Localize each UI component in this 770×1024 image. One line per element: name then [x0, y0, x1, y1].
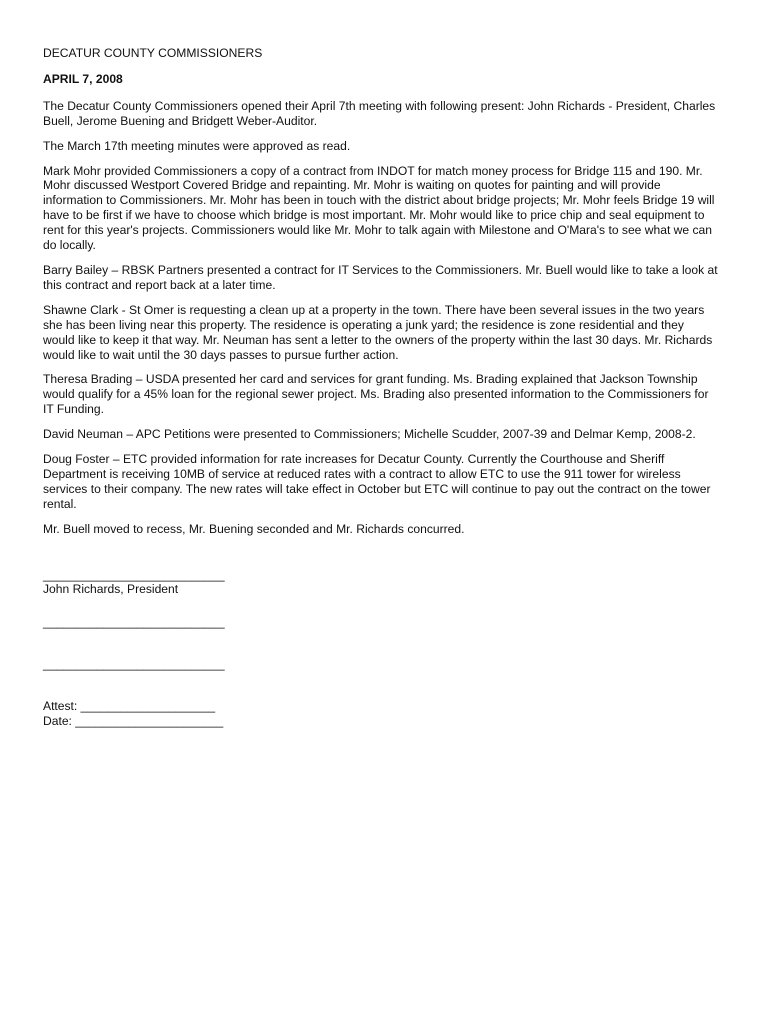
paragraph-theresa-brading: Theresa Brading – USDA presented her card and services for grant funding. Ms. Brading explained that Jackson Township would qualify for a 45% loan for the regional sewer project. Ms. Brading also presented information to the Commissioners for IT Funding. — [43, 372, 709, 417]
meeting-date: APRIL 7, 2008 — [43, 71, 123, 86]
paragraph-shawne-clark: Shawne Clark - St Omer is requesting a clean up at a property in the town. There have been several issues in the two years she has been living near this property. The residence is operating a junk yard; the residence is zone residential and they would like to keep it that way. Mr. Neuman has sent a letter to the owners of the property within the last 30 days. Mr. Richards would like to wait until the 30 days passes to pursue further action. — [43, 302, 713, 362]
attest-line: Attest: ____________________ — [43, 699, 216, 714]
paragraph-doug-foster: Doug Foster – ETC provided information for rate increases for Decatur County. Currently the Courthouse and Sheriff Department is receiving 10MB of service at reduced rates with a contract to allow ETC to use the 911 tower for wireless services to their company. The new rates will take effect in October but ETC will continue to pay out the contract on the tower rental. — [43, 452, 711, 511]
paragraph-david-neuman: David Neuman – APC Petitions were presented to Commissioners; Michelle Scudder, 2007-39 and Delmar Kemp, 2008-2. — [43, 427, 696, 442]
paragraph-minutes: The March 17th meeting minutes were approved as read. — [43, 138, 351, 153]
signature-line-second: ___________________________ — [43, 615, 225, 630]
paragraph-opening: The Decatur County Commissioners opened their April 7th meeting with following present: John Richards - President, Charles Buell, Jerome Buening and Bridgett Weber-Auditor. — [43, 98, 716, 128]
paragraph-recess: Mr. Buell moved to recess, Mr. Buening seconded and Mr. Richards concurred. — [43, 521, 465, 536]
signature-name-president: John Richards, President — [43, 582, 179, 597]
document-heading: DECATUR COUNTY COMMISSIONERS — [43, 46, 263, 60]
date-line: Date: ______________________ — [43, 714, 224, 729]
signature-block — [43, 568, 718, 729]
signature-line-president: ___________________________ — [43, 567, 225, 582]
document-page — [43, 46, 718, 729]
signature-line-third: ___________________________ — [43, 657, 225, 672]
paragraph-mark-mohr: Mark Mohr provided Commissioners a copy of a contract from INDOT for match money process for Bridge 115 and 190. Mr. Mohr discussed Westport Covered Bridge and repainting. Mr. Mohr is waiting on quotes for painting and will provide information to Commissioners. Mr. Mohr has been in touch with the district about bridge projects; Mr. Mohr feels Bridge 19 will have to be first if we have to choose which bridge is most important. Mr. Mohr would like to price chip and seal equipment to rent for this year's projects. Commissioners would like Mr. Mohr to talk again with Milestone and O'Mara's to see what we can do locally. — [43, 163, 715, 253]
paragraph-barry-bailey: Barry Bailey – RBSK Partners presented a contract for IT Services to the Commissioners. Mr. Buell would like to take a look at this contract and report back at a later time. — [43, 262, 718, 292]
